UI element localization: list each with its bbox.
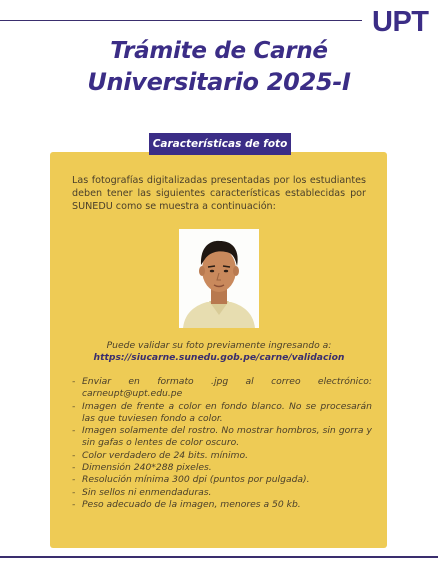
list-item: - Peso adecuado de la imagen, menores a 50 kb.: [72, 499, 372, 511]
upt-logo: UPT: [372, 6, 429, 38]
bottom-divider: [0, 556, 438, 558]
list-item: - Sin sellos ni enmendaduras.: [72, 487, 372, 499]
page-title-line1: Trámite de Carné: [110, 38, 328, 64]
top-divider: [0, 20, 362, 21]
intro-paragraph: Las fotografías digitalizadas presentadas por los estudiantes deben tener las siguientes características establecidas por SUNEDU como se muestra a continuación:: [72, 175, 366, 212]
student-portrait-icon: [179, 229, 259, 328]
list-item: - Imagen solamente del rostro. No mostrar hombros, sin gorra y sin gafas o lentes de color oscuro.: [72, 425, 372, 450]
page-title-line2: Universitario 2025-I: [87, 68, 351, 96]
list-item: - Dimensión 240*288 pixeles.: [72, 462, 372, 474]
sample-photo: [179, 229, 259, 328]
validation-text: Puede validar su foto previamente ingresando a:: [106, 340, 332, 351]
validation-link[interactable]: https://siucarne.sunedu.gob.pe/carne/validacion: [93, 352, 345, 363]
list-item: - Resolución mínima 300 dpi (puntos por pulgada).: [72, 474, 372, 486]
list-item: - Imagen de frente a color en fondo blanco. No se procesarán las que tuviesen fondo a color.: [72, 401, 372, 426]
list-item: - Enviar en formato .jpg al correo electrónico: carneupt@upt.edu.pe: [72, 376, 372, 401]
section-tab: Características de foto: [149, 133, 291, 155]
validation-note: [72, 340, 366, 364]
requirements-list: [72, 376, 372, 511]
list-item: - Color verdadero de 24 bits. mínimo.: [72, 450, 372, 462]
